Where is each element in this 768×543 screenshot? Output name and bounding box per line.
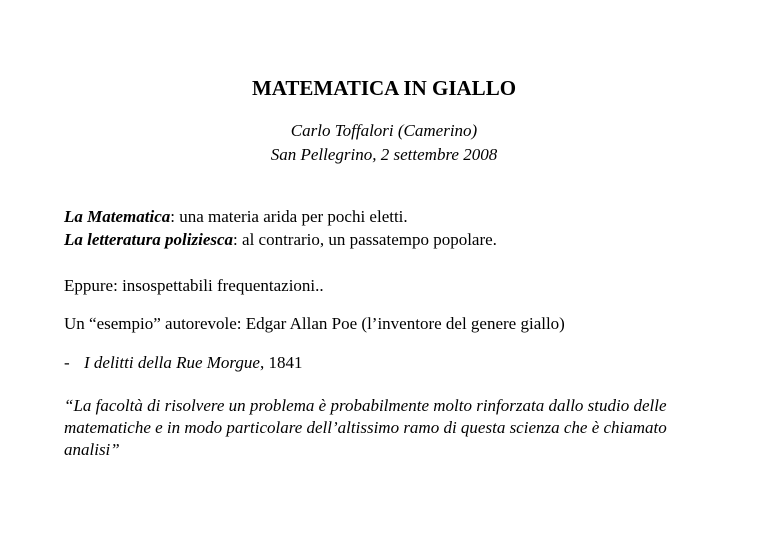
quote-line: matematiche e in modo particolare dell’altissimo ramo di questa scienza che è chiamato [64,418,667,437]
slide-title: MATEMATICA IN GIALLO [251,76,517,100]
bullet-item [64,353,302,373]
letteratura-line [64,230,497,250]
matematica-line [64,207,408,227]
letteratura-term: La letteratura poliziesca [64,230,234,249]
poe-quote [64,395,734,461]
work-year: , 1841 [259,353,303,372]
venue-date-line: San Pellegrino, 2 settembre 2008 [270,145,498,164]
work-title: I delitti della Rue Morgue [84,353,260,372]
bullet-dash: - [64,353,70,372]
author-line: Carlo Toffalori (Camerino) [290,121,478,140]
matematica-term: La Matematica [64,207,171,226]
quote-line: “La facoltà di risolvere un problema è probabilmente molto rinforzata dallo studio delle [64,396,667,415]
letteratura-desc: : al contrario, un passatempo popolare. [233,230,497,249]
eppure-line: Eppure: insospettabili frequentazioni.. [64,276,324,295]
esempio-line: Un “esempio” autorevole: Edgar Allan Poe (l’inventore del genere giallo) [64,314,565,333]
matematica-desc: : una materia arida per pochi eletti. [170,207,408,226]
quote-line: analisi” [64,440,120,459]
